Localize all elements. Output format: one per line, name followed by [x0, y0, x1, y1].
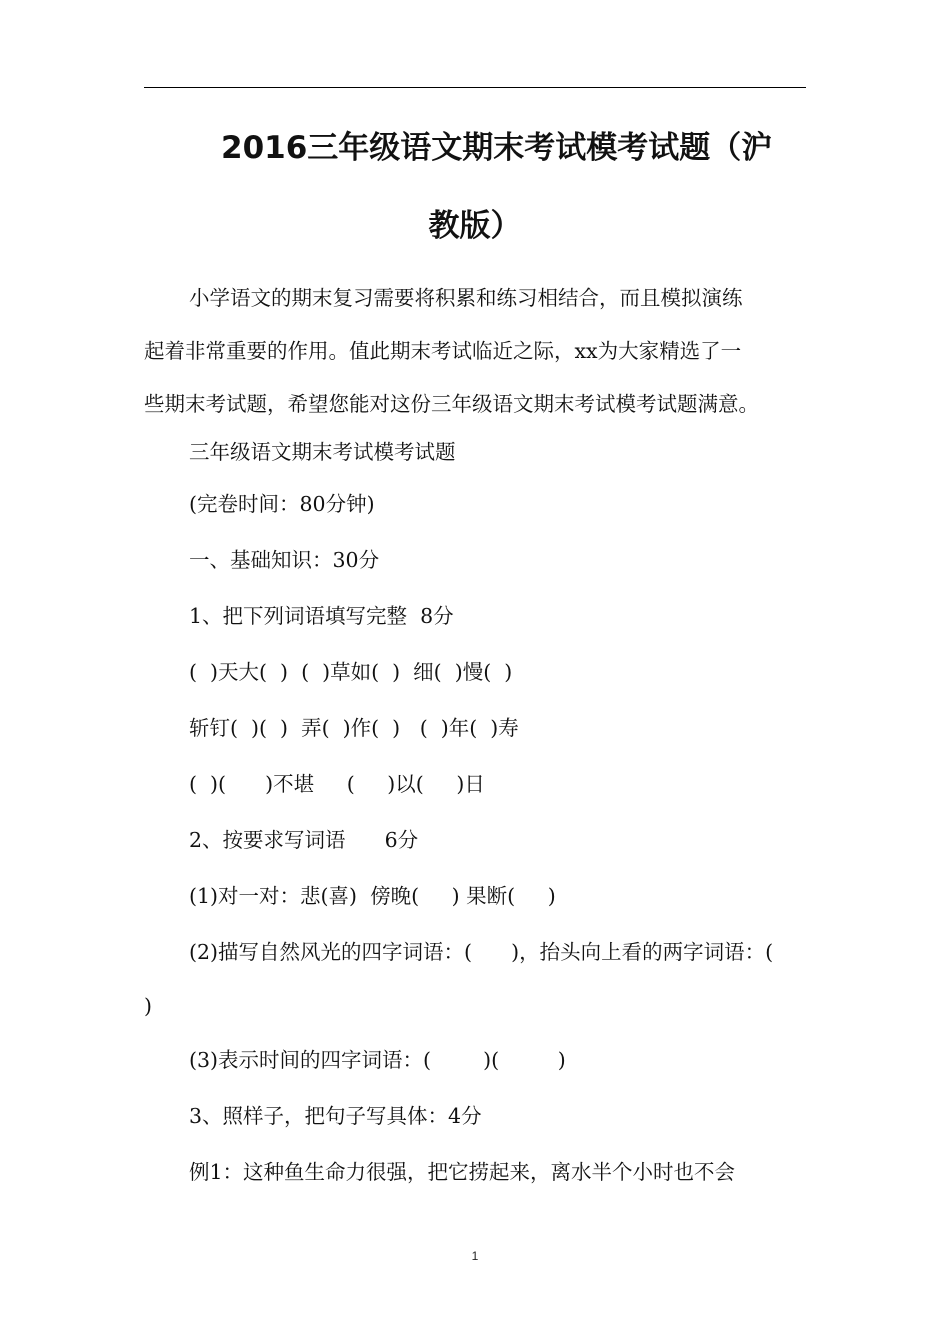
page-number: 1: [471, 1249, 479, 1263]
example-1: 例1：这种鱼生命力很强，把它捞起来，离水半个小时也不会: [189, 1160, 736, 1184]
exam-duration: (完卷时间：80分钟): [189, 492, 375, 516]
intro-line-2: 起着非常重要的作用。值此期末考试临近之际，xx为大家精选了一: [144, 339, 742, 363]
document-title-line-1: 2016三年级语文期末考试模考试题（沪: [221, 130, 773, 166]
question-2-part-2: (2)描写自然风光的四字词语：( )，抬头向上看的两字词语：(: [189, 940, 774, 964]
question-1-row-3: ( )( )不堪 ( )以( )日: [189, 772, 485, 796]
question-2-part-1: (1)对一对：悲(喜) 傍晚( ) 果断( ): [189, 884, 556, 908]
section-heading: 三年级语文期末考试模考试题: [189, 440, 456, 464]
intro-line-3: 些期末考试题，希望您能对这份三年级语文期末考试模考试题满意。: [144, 392, 759, 416]
question-1-row-2: 斩钉( )( ) 弄( )作( ) ( )年( )寿: [189, 716, 519, 740]
document-title-line-2: 教版）: [428, 208, 522, 244]
question-3-heading: 3、照样子，把句子写具体：4分: [189, 1104, 482, 1128]
header-rule: [144, 87, 806, 88]
part-one-heading: 一、基础知识：30分: [189, 548, 380, 572]
question-2-part-3: (3)表示时间的四字词语：( )( ): [189, 1048, 566, 1072]
intro-line-1: 小学语文的期末复习需要将积累和练习相结合，而且模拟演练: [189, 286, 743, 310]
question-1-row-1: ( )天大( ) ( )草如( ) 细( )慢( ): [189, 660, 513, 684]
question-1-heading: 1、把下列词语填写完整 8分: [189, 604, 454, 628]
question-2-part-2-continued: ): [144, 994, 152, 1018]
question-2-heading: 2、按要求写词语 6分: [189, 828, 419, 852]
